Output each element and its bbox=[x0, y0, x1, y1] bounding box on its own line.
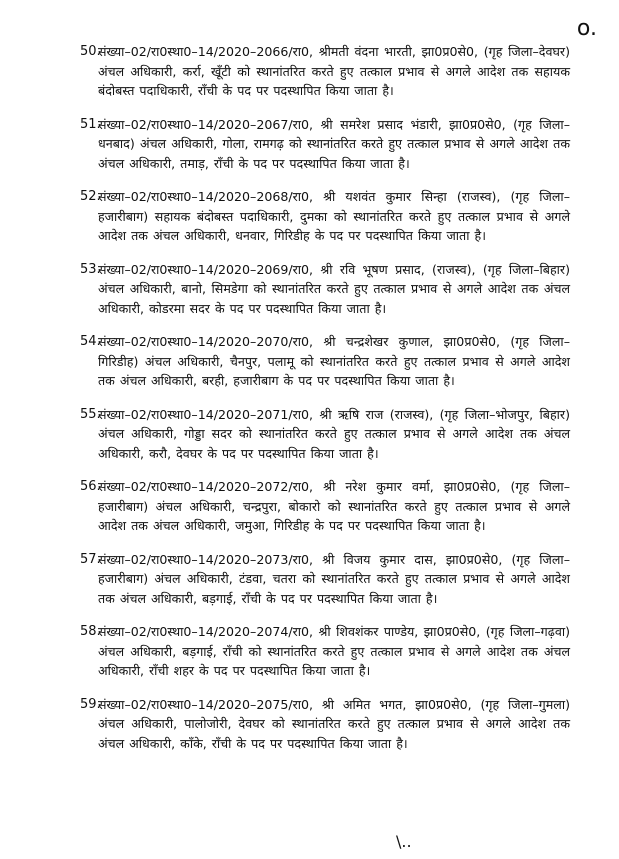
order-number: 59. bbox=[80, 696, 101, 712]
order-item bbox=[0, 332, 619, 391]
order-text: संख्या–02/रा0स्था0–14/2020–2070/रा0, श्री चन्द्रशेखर कुणाल, झा0प्र0से0, (गृह जिला–गिरिडीह) अंचल अधिकारी, चैनपुर, पलामू को स्थानांतरित करते हुए तत्काल प्रभाव से अगले आदेश तक अंचल अधिकारी, बरही, हजारीबाग के पद पर पदस्थापित किया जाता है। bbox=[98, 334, 570, 388]
order-number: 54. bbox=[80, 334, 101, 349]
order-number: 57. bbox=[80, 551, 101, 567]
order-text: संख्या–02/रा0स्था0–14/2020–2074/रा0, श्री शिवशंकर पाण्डेय, झा0प्र0से0, (गृह जिला–गढ़वा) अंचल अधिकारी, बड़गाई, राँची को स्थानांतरित करते हुए तत्काल प्रभाव से अगले आदेश तक अंचल अधिकारी, राँची शहर के पद पर पदस्थापित किया जाता है। bbox=[98, 624, 570, 678]
order-text: संख्या–02/रा0स्था0–14/2020–2073/रा0, श्री विजय कुमार दास, झा0प्र0से0, (गृह जिला–हजारीबाग) अंचल अधिकारी, टंडवा, चतरा को स्थानांतरित करते हुए तत्काल प्रभाव से अगले आदेश तक अंचल अधिकारी, बड़गाई, राँची के पद पर पदस्थापित किया जाता है। bbox=[98, 551, 570, 606]
order-number: 56. bbox=[80, 479, 101, 494]
order-number: 53. bbox=[80, 261, 101, 277]
order-item bbox=[0, 622, 619, 681]
order-text: संख्या–02/रा0स्था0–14/2020–2072/रा0, श्री नरेश कुमार वर्मा, झा0प्र0से0, (गृह जिला–हजारीबाग) अंचल अधिकारी, चन्द्रपुरा, बोकारो को स्थानांतरित करते हुए तत्काल प्रभाव से अगले आदेश तक अंचल अधिकारी, जमुआ, गिरिडीह के पद पर पदस्थापित किया जाता है। bbox=[98, 479, 570, 533]
order-text: संख्या–02/रा0स्था0–14/2020–2069/रा0, श्री रवि भूषण प्रसाद, (राजस्व), (गृह जिला–बिहार) अंचल अधिकारी, बानो, सिमडेगा को स्थानांतरित करते हुए तत्काल प्रभाव से अगले आदेश तक अंचल अधिकारी, कोडरमा सदर के पद पर पदस्थापित किया जाता है। bbox=[98, 261, 570, 316]
order-text: संख्या–02/रा0स्था0–14/2020–2075/रा0, श्री अमित भगत, झा0प्र0से0, (गृह जिला–गुमला) अंचल अधिकारी, पालोजोरी, देवघर को स्थानांतरित करते हुए तत्काल प्रभाव से अगले आदेश तक अंचल अधिकारी, काँके, राँची के पद पर पदस्थापित किया जाता है। bbox=[98, 696, 570, 751]
order-item bbox=[0, 477, 619, 536]
order-item bbox=[0, 115, 619, 174]
order-text: संख्या–02/रा0स्था0–14/2020–2071/रा0, श्री ऋषि राज (राजस्व), (गृह जिला–भोजपुर, बिहार) अंचल अधिकारी, गोड्डा सदर को स्थानांतरित करते हुए तत्काल प्रभाव से अगले आदेश तक अंचल अधिकारी, करौ, देवघर के पद पर पदस्थापित किया जाता है। bbox=[98, 406, 570, 461]
order-item bbox=[0, 260, 619, 319]
order-item bbox=[0, 187, 619, 246]
order-text: संख्या–02/रा0स्था0–14/2020–2067/रा0, श्री समरेश प्रसाद भंडारी, झा0प्र0से0, (गृह जिला–धनबाद) अंचल अधिकारी, गोला, रामगढ़ को स्थानांतरित करते हुए तत्काल प्रभाव से अगले आदेश तक अंचल अधिकारी, तमाड़, राँची के पद पर पदस्थापित किया जाता है। bbox=[98, 116, 570, 171]
order-item bbox=[0, 405, 619, 464]
order-number: 52. bbox=[80, 189, 101, 204]
order-number: 51. bbox=[80, 116, 101, 132]
order-text: संख्या–02/रा0स्था0–14/2020–2066/रा0, श्रीमती वंदना भारती, झा0प्र0से0, (गृह जिला–देवघर) अंचल अधिकारी, कर्रा, खूँटी को स्थानांतरित करते हुए तत्काल प्रभाव से अगले आदेश तक सहायक बंदोबस्त पदाधिकारी, राँची के पद पर पदस्थापित किया जाता है। bbox=[98, 44, 570, 98]
order-item bbox=[0, 695, 619, 754]
order-number: 58. bbox=[80, 624, 101, 639]
page-footer-mark: \.. bbox=[396, 832, 412, 851]
page-corner-mark: o. bbox=[576, 16, 597, 41]
order-list bbox=[0, 42, 619, 767]
order-item bbox=[0, 550, 619, 609]
order-text: संख्या–02/रा0स्था0–14/2020–2068/रा0, श्री यशवंत कुमार सिन्हा (राजस्व), (गृह जिला–हजारीबाग) सहायक बंदोबस्त पदाधिकारी, दुमका को स्थानांतरित करते हुए तत्काल प्रभाव से अगले आदेश तक अंचल अधिकारी, धनवार, गिरिडीह के पद पर पदस्थापित किया जाता है। bbox=[98, 189, 570, 243]
order-number: 50. bbox=[80, 44, 101, 59]
order-number: 55. bbox=[80, 406, 101, 422]
order-item bbox=[0, 42, 619, 101]
